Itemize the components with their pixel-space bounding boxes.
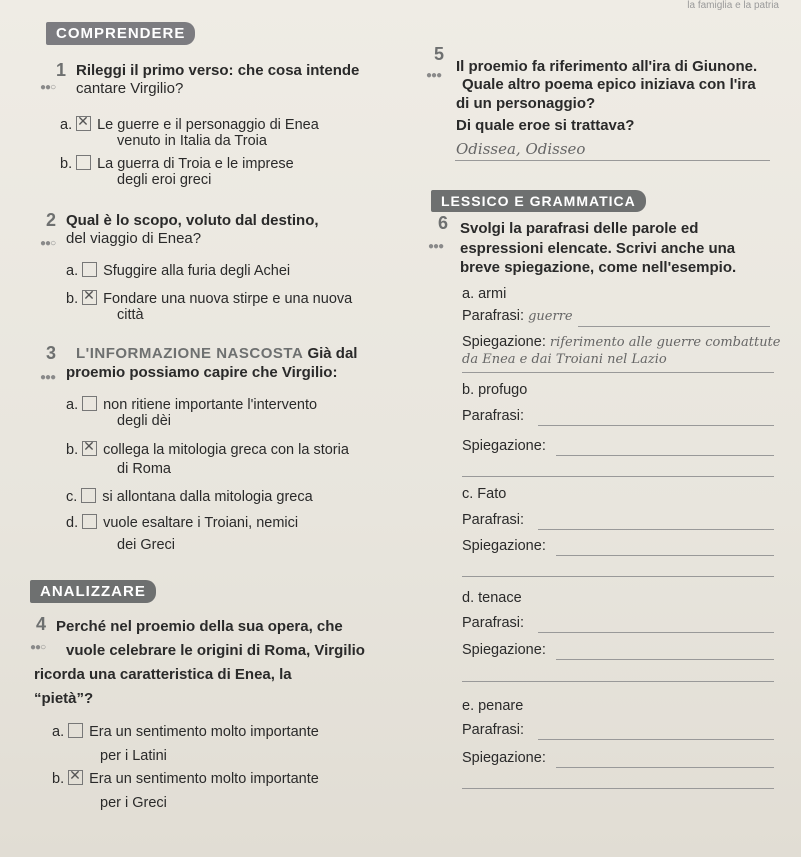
running-header: la famiglia e la patria [687, 0, 779, 11]
q3-option-a[interactable] [66, 396, 317, 414]
q4-b-line2: per i Greci [100, 795, 167, 811]
spiegazione-answer-line2: da Enea e dai Troiani nel Lazio [462, 352, 667, 367]
q6-item-c-label: c. Fato [462, 486, 507, 502]
section-comprendere: COMPRENDERE [46, 22, 195, 45]
q6-item-a-spiegazione [462, 334, 780, 351]
option-letter: c. [66, 489, 78, 505]
answer-line[interactable] [538, 425, 774, 426]
q6-item-a-label: a. armi [462, 286, 507, 302]
q3-number: 3 [46, 343, 57, 363]
q6-item-b-label: b. profugo [462, 382, 528, 398]
q6-item-e-spiegazione: Spiegazione: [462, 750, 546, 766]
option-letter: b. [66, 291, 79, 307]
q3-option-c[interactable] [66, 488, 313, 506]
option-letter: b. [66, 442, 79, 458]
q1-number: 1 [56, 60, 67, 80]
spiegazione-answer-line1: riferimento alle guerre combattute [549, 335, 781, 350]
q3-a-line1: non ritiene importante l'intervento [103, 397, 318, 413]
q4-text-line3: ricorda una caratteristica di Enea, la [34, 666, 292, 683]
q5-text-line4: Di quale eroe si trattava? [456, 117, 635, 134]
q4b-checkbox[interactable] [68, 770, 83, 785]
difficulty-dots: ●●● [40, 372, 56, 383]
answer-line[interactable] [538, 739, 774, 740]
option-letter: a. [60, 117, 73, 133]
q5-number: 5 [434, 44, 445, 64]
answer-line[interactable] [556, 455, 774, 456]
difficulty-dots: ●●○ [30, 642, 46, 653]
q3-c-text: si allontana dalla mitologia greca [102, 489, 313, 505]
option-letter: a. [66, 263, 79, 279]
q6-item-c-spiegazione: Spiegazione: [462, 538, 546, 554]
q3-text-line1: Già dal [307, 345, 358, 362]
q6-item-b-parafrasi: Parafrasi: [462, 408, 525, 424]
q3b-checkbox[interactable] [82, 441, 97, 456]
answer-line[interactable] [538, 529, 774, 530]
q4-text-line1: Perché nel proemio della sua opera, che [56, 618, 343, 635]
q4-a-line2: per i Latini [100, 748, 167, 764]
q3c-checkbox[interactable] [81, 488, 96, 503]
q3a-checkbox[interactable] [82, 396, 97, 411]
q3-option-d[interactable] [66, 514, 298, 532]
q1-option-a[interactable] [60, 116, 319, 134]
q3-text-line2: proemio possiamo capire che Virgilio: [66, 364, 338, 381]
parafrasi-label: Parafrasi: [462, 308, 525, 324]
q1-option-b[interactable] [60, 155, 294, 173]
section-lessico: LESSICO E GRAMMATICA [431, 190, 646, 212]
q5-text-line1: Il proemio fa riferimento all'ira di Giunone. [456, 58, 758, 75]
q3-option-b[interactable] [66, 441, 349, 459]
q3-title-line [76, 345, 357, 363]
q1a-checkbox[interactable] [76, 116, 91, 131]
q2-b-line1: Fondare una nuova stirpe e una nuova [103, 291, 353, 307]
answer-line[interactable] [556, 767, 774, 768]
q2-b-line2: città [117, 307, 144, 323]
q6-item-d-label: d. tenace [462, 590, 522, 606]
q6-number: 6 [438, 213, 449, 233]
q6-text-line2: espressioni elencate. Scrivi anche una [460, 240, 736, 257]
q6-item-e-parafrasi: Parafrasi: [462, 722, 525, 738]
q3-b-line2: di Roma [117, 461, 171, 477]
difficulty-dots: ●●○ [40, 82, 56, 93]
q3d-checkbox[interactable] [82, 514, 97, 529]
q2-a-text: Sfuggire alla furia degli Achei [103, 263, 291, 279]
answer-line[interactable] [462, 372, 774, 373]
answer-line[interactable] [556, 659, 774, 660]
q2-text-line2: del viaggio di Enea? [66, 230, 202, 247]
q6-item-a-parafrasi [462, 308, 573, 325]
answer-line[interactable] [462, 788, 774, 789]
q1-b-line2: degli eroi greci [117, 172, 212, 188]
option-letter: b. [60, 156, 73, 172]
q2-number: 2 [46, 210, 57, 230]
q5-text-line3: di un personaggio? [456, 95, 596, 112]
q4-text-line2: vuole celebrare le origini di Roma, Virgilio [66, 642, 365, 659]
difficulty-dots: ●●● [426, 70, 442, 81]
q1b-checkbox[interactable] [76, 155, 91, 170]
q2a-checkbox[interactable] [82, 262, 97, 277]
answer-line[interactable] [462, 476, 774, 477]
answer-line[interactable] [462, 576, 774, 577]
option-letter: a. [66, 397, 79, 413]
q6-item-e-label: e. penare [462, 698, 524, 714]
q6-item-c-parafrasi: Parafrasi: [462, 512, 525, 528]
q4-option-b[interactable] [52, 770, 319, 788]
answer-line[interactable] [556, 555, 774, 556]
q4-option-a[interactable] [52, 723, 319, 741]
q5-text-line2: Quale altro poema epico iniziava con l'ira [462, 76, 756, 93]
q4-a-line1: Era un sentimento molto importante [89, 724, 319, 740]
q6-item-d-spiegazione: Spiegazione: [462, 642, 546, 658]
q3-d-line2: dei Greci [117, 537, 176, 553]
q1-a-line2: venuto in Italia da Troia [117, 133, 267, 149]
q5-handwritten-answer: Odissea, Odisseo [456, 140, 586, 158]
q2-option-a[interactable] [66, 262, 290, 280]
q6-item-d-parafrasi: Parafrasi: [462, 615, 525, 631]
section-analizzare: ANALIZZARE [30, 580, 156, 603]
q4-number: 4 [36, 614, 47, 634]
q3-a-line2: degli dèi [117, 413, 172, 429]
q6-item-b-spiegazione: Spiegazione: [462, 438, 546, 454]
q2b-checkbox[interactable] [82, 290, 97, 305]
q6-text-line3: breve spiegazione, come nell'esempio. [460, 259, 737, 276]
difficulty-dots: ●●○ [40, 238, 56, 249]
option-letter: a. [52, 724, 65, 740]
q1-text-line1: Rileggi il primo verso: che cosa intende [76, 62, 360, 79]
parafrasi-answer: guerre [528, 309, 573, 324]
q3-b-line1: collega la mitologia greca con la storia [103, 442, 349, 458]
option-letter: d. [66, 515, 79, 531]
q1-a-line1: Le guerre e il personaggio di Enea [97, 117, 319, 133]
difficulty-dots: ●●● [428, 241, 444, 252]
q4-b-line1: Era un sentimento molto importante [89, 771, 319, 787]
answer-line [455, 160, 770, 161]
q4a-checkbox[interactable] [68, 723, 83, 738]
q3-d-line1: vuole esaltare i Troiani, nemici [103, 515, 299, 531]
q4-text-line4: “pietà”? [34, 690, 94, 707]
spiegazione-label: Spiegazione: [462, 334, 546, 350]
q3-title: L'INFORMAZIONE NASCOSTA [76, 345, 304, 362]
answer-line[interactable] [462, 681, 774, 682]
q1-b-line1: La guerra di Troia e le imprese [97, 156, 294, 172]
answer-line[interactable] [578, 326, 770, 327]
q6-text-line1: Svolgi la parafrasi delle parole ed [460, 220, 699, 237]
q2-option-b[interactable] [66, 290, 352, 308]
answer-line[interactable] [538, 632, 774, 633]
q1-text-line2: cantare Virgilio? [76, 80, 184, 97]
option-letter: b. [52, 771, 65, 787]
q2-text-line1: Qual è lo scopo, voluto dal destino, [66, 212, 319, 229]
